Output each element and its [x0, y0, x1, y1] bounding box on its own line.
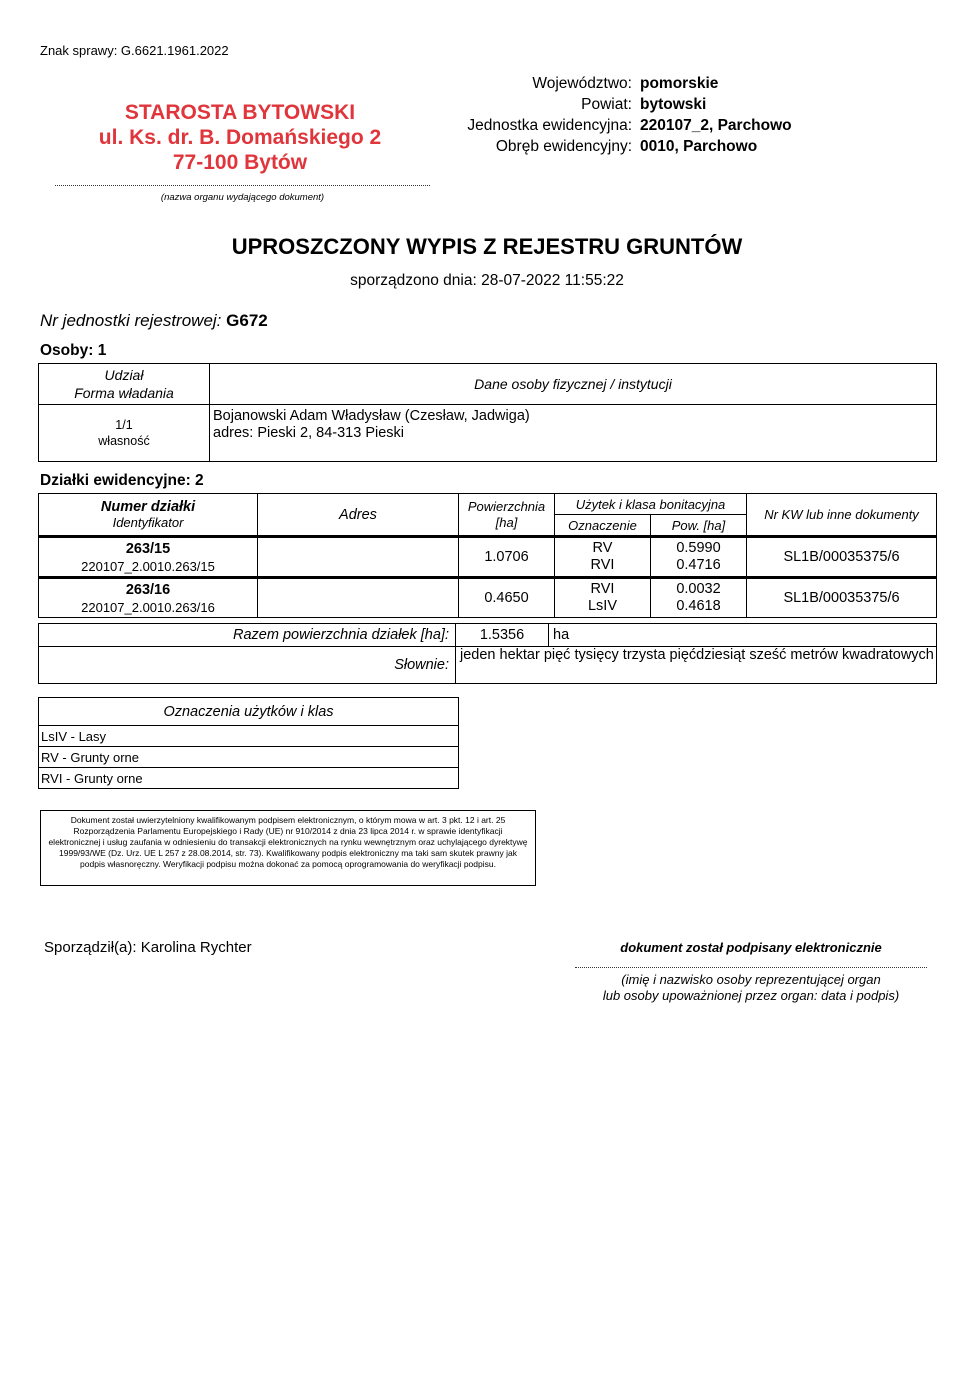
- office-line: 77-100 Bytów: [172, 151, 308, 174]
- parcel-identifier: 220107_2.0010.263/15: [81, 558, 215, 574]
- table-row: [39, 405, 937, 462]
- use-code: RVI: [590, 581, 615, 597]
- parcel-address: [258, 537, 459, 578]
- parcel-use-codes: [555, 578, 651, 618]
- signature-caption: [575, 972, 927, 1004]
- parcel-use-areas: [651, 537, 747, 578]
- parcel-address: [258, 578, 459, 618]
- office-caption: (nazwa organu wydającego dokument): [160, 192, 325, 203]
- legend-table: [38, 697, 459, 789]
- parcel-number: 263/16: [125, 581, 171, 598]
- parcel-kw: SL1B/00035375/6: [747, 537, 937, 578]
- registration-unit: [40, 311, 268, 331]
- use-code: RVI: [590, 557, 615, 573]
- parcel-header-address: Adres: [258, 494, 459, 537]
- region-label: Województwo:: [532, 75, 632, 92]
- parcel-header-use-area: Pow. [ha]: [651, 515, 747, 537]
- total-area-unit: ha: [549, 624, 937, 647]
- office-line: ul. Ks. dr. B. Domańskiego 2: [98, 126, 382, 149]
- created-date: sporządzono dnia: 28-07-2022 11:55:22: [350, 272, 624, 289]
- region-info: [380, 73, 940, 157]
- owner-share-cell: [39, 405, 210, 462]
- parcel-header-use-code: Oznaczenie: [555, 515, 651, 537]
- region-value: 0010, Parchowo: [640, 138, 758, 155]
- parcel-id-cell: [39, 537, 258, 578]
- use-area: 0.4618: [676, 598, 721, 614]
- header-share: Udział: [104, 367, 144, 383]
- owners-header-person: Dane osoby fizycznej / instytucji: [210, 364, 937, 405]
- region-label: Powiat:: [581, 96, 632, 113]
- parcel-area: 0.4650: [459, 578, 555, 618]
- table-row: [39, 578, 937, 618]
- owner-name: Bojanowski Adam Władysław (Czesław, Jadwiga): [213, 408, 530, 424]
- parcel-header-kw: Nr KW lub inne dokumenty: [747, 494, 937, 537]
- header-number: Numer działki: [100, 498, 196, 515]
- header-identifier: Identyfikator: [112, 514, 184, 530]
- owners-header-share: [39, 364, 210, 405]
- region-value: pomorskie: [640, 75, 719, 92]
- use-area: 0.5990: [676, 540, 721, 556]
- parcels-section-title: Działki ewidencyjne: 2: [40, 472, 204, 489]
- legend-item: RV - Grunty orne: [39, 747, 459, 768]
- document-title: UPROSZCZONY WYPIS Z REJESTRU GRUNTÓW: [231, 234, 743, 259]
- parcel-use-codes: [555, 537, 651, 578]
- office-line: STAROSTA BYTOWSKI: [124, 101, 356, 124]
- unit-value: G672: [226, 311, 268, 330]
- parcel-header-number: [39, 494, 258, 537]
- owner-address: adres: Pieski 2, 84-313 Pieski: [213, 425, 405, 441]
- header-area: Powierzchnia: [467, 498, 546, 514]
- total-area-value: 1.5356: [456, 624, 549, 647]
- unit-label: Nr jednostki rejestrowej:: [40, 311, 222, 330]
- signature-caption-line: (imię i nazwisko osoby reprezentującej organ: [621, 972, 881, 987]
- parcel-header-use: Użytek i klasa bonitacyjna: [555, 494, 747, 515]
- parcel-number: 263/15: [125, 540, 171, 557]
- owner-person-cell: [210, 405, 937, 462]
- signature-caption-line: lub osoby upoważnionej przez organ: data i podpis): [602, 988, 900, 1003]
- parcel-kw: SL1B/00035375/6: [747, 578, 937, 618]
- prepared-by: Sporządził(a): Karolina Rychter: [44, 939, 252, 956]
- words-label: Słownie:: [39, 647, 456, 684]
- owner-share: 1/1: [115, 418, 133, 432]
- parcel-identifier: 220107_2.0010.263/16: [81, 599, 215, 615]
- parcel-id-cell: [39, 578, 258, 618]
- region-value: 220107_2, Parchowo: [640, 117, 792, 134]
- e-signature-notice: [40, 810, 536, 886]
- parcel-area: 1.0706: [459, 537, 555, 578]
- region-label: Obręb ewidencyjny:: [495, 138, 632, 155]
- parcel-use-areas: [651, 578, 747, 618]
- region-value: bytowski: [640, 96, 707, 113]
- owner-form: własność: [98, 434, 150, 448]
- totals-table: [38, 623, 937, 684]
- legend-title: Oznaczenia użytków i klas: [39, 698, 459, 726]
- owners-section-title: Osoby: 1: [40, 342, 107, 359]
- words-value: jeden hektar pięć tysięcy trzysta pięćdziesiąt sześć metrów kwadratowych: [456, 647, 937, 684]
- case-number: Znak sprawy: G.6621.1961.2022: [40, 43, 229, 58]
- header-form: Forma władania: [74, 385, 174, 401]
- total-area-label: Razem powierzchnia działek [ha]:: [39, 624, 456, 647]
- parcel-header-area: [459, 494, 555, 537]
- use-code: LsIV: [587, 598, 617, 614]
- notice-text: Dokument został uwierzytelniony kwalifikowanym podpisem elektronicznym, o którym mowa w art. 3 pkt. 12 i art. 25 Rozporządzenia Parlamentu Europejskiego i Rady (UE) nr 910/2014 z dnia 23 lipca 2014 r. w sprawie identyfikacji elektronicznej i usług zaufania w odniesieniu do transakcji elektronicznych na rynku wewnętrznym oraz uchylającego dyrektywę 1999/93/WE (Dz. Urz. UE L 257 z 28.08.2014, str. 73). Kwalifikowany podpis elektroniczny ma taki sam skutek prawny jak podpis własnoręczny. Weryfikacji podpisu można dokonać za pomocą oprogramowania do weryfikacji podpisu.: [48, 815, 528, 869]
- signature-dotted-rule: [575, 967, 927, 968]
- table-row: [39, 537, 937, 578]
- signed-electronically: dokument został podpisany elektronicznie: [620, 940, 882, 955]
- header-area-unit: [ha]: [495, 514, 518, 530]
- legend-item: LsIV - Lasy: [39, 726, 459, 747]
- region-label: Jednostka ewidencyjna:: [467, 117, 632, 134]
- parcels-table: [38, 493, 937, 618]
- use-area: 0.0032: [676, 581, 721, 597]
- use-code: RV: [592, 540, 613, 556]
- legend-item: RVI - Grunty orne: [39, 768, 459, 789]
- use-area: 0.4716: [676, 557, 721, 573]
- office-dotted-rule: [55, 185, 430, 186]
- owners-table: [38, 363, 937, 462]
